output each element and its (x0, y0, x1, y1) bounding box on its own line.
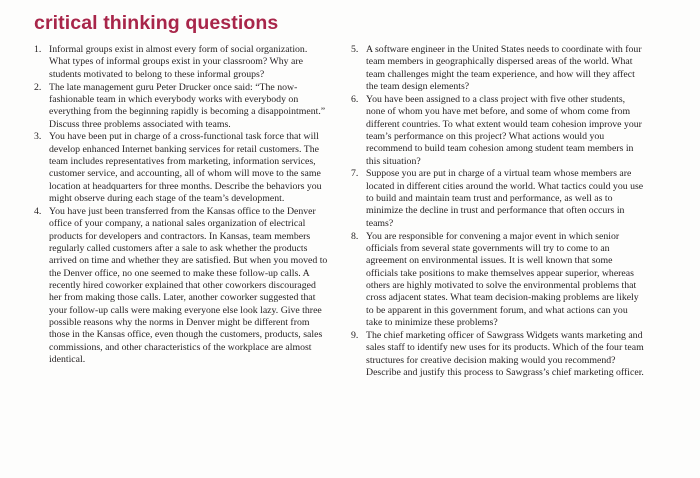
question-item (34, 206, 330, 366)
question-text: You are responsible for convening a major event in which senior officials from several state governments will try to come to an agreement on environmental issues. It is well known that some officials take positions to make themselves appear superior, whereas others are highly motivated to solve the environmental problems that cross adjacent states. What team decision-making problems are likely to be apparent in this government forum, and what actions can you take to minimize these problems? (366, 230, 639, 329)
question-item (351, 231, 646, 330)
question-number: 4. (34, 205, 42, 217)
question-number: 5. (351, 44, 359, 55)
question-text: Suppose you are put in charge of a virtual team whose members are located in different cities around the world. What tactics could you use to build and maintain team trust and performance, as well as to minimize the decline in trust and performance that often occurs in teams? (366, 168, 644, 229)
question-item (34, 82, 330, 131)
question-number: 3. (34, 131, 42, 143)
question-item (351, 330, 646, 379)
question-number: 7. (351, 168, 359, 180)
questions-column-left (34, 44, 330, 367)
section-title: critical thinking questions (34, 12, 279, 34)
question-text: You have just been transferred from the Kansas office to the Denver office of your company, a national sales organization of electrical products for developers and contractors. In Kansas, team members regularly called customers after a sale to ask whether the products arrived on time and whether they are satisfied. But when you moved to the Denver office, no one seemed to make these follow-up calls. A recently hired coworker explained that other coworkers discouraged her from making those calls. Later, another coworker suggested that your follow-up calls were making everyone else look lazy. Give three possible reasons why the norms in Denver might be different from those in the Kansas office, even though the customers, products, sales commissions, and other characteristics of the workplace are almost identical. (49, 205, 328, 366)
question-number: 9. (351, 329, 359, 341)
question-item (351, 94, 646, 168)
question-item (34, 131, 330, 205)
question-number: 6. (351, 93, 359, 105)
question-text: You have been assigned to a class project with five other students, none of whom you have met before, and some of whom come from different countries. To what extent would team cohesion improve your team’s performance on this project? What actions would you recommend to build team cohesion among student team members in this situation? (366, 93, 642, 167)
question-item (351, 44, 646, 93)
question-number: 8. (351, 230, 359, 242)
question-item (351, 168, 646, 230)
questions-column-right (351, 44, 646, 380)
question-text: The late management guru Peter Drucker once said: “The now-fashionable team in which everybody works with everybody on everything from the beginning rapidly is becoming a disappointment.” Discuss three problems associated with teams. (49, 81, 326, 130)
question-text: You have been put in charge of a cross-functional task force that will develop enhanced Internet banking services for retail customers. The team includes representatives from marketing, information services, customer service, and accounting, all of whom will move to the same location at headquarters for three months. Describe the behaviors you might observe during each stage of the team’s development. (49, 131, 322, 205)
question-number: 1. (34, 44, 42, 55)
question-text: A software engineer in the United States needs to coordinate with four team members in geographically dispersed areas of the world. What team challenges might the team experience, and how will they affect the team design elements? (366, 44, 642, 93)
question-text: The chief marketing officer of Sawgrass Widgets wants marketing and sales staff to identify new uses for its products. Which of the four team structures for creative decision making would you recommend? Describe and justify this process to Sawgrass’s chief marketing officer. (366, 329, 644, 378)
question-text: Informal groups exist in almost every form of social organization. What types of informal groups exist in your classroom? Why are students motivated to belong to these informal groups? (49, 44, 308, 80)
question-number: 2. (34, 81, 42, 93)
question-item (34, 44, 330, 81)
